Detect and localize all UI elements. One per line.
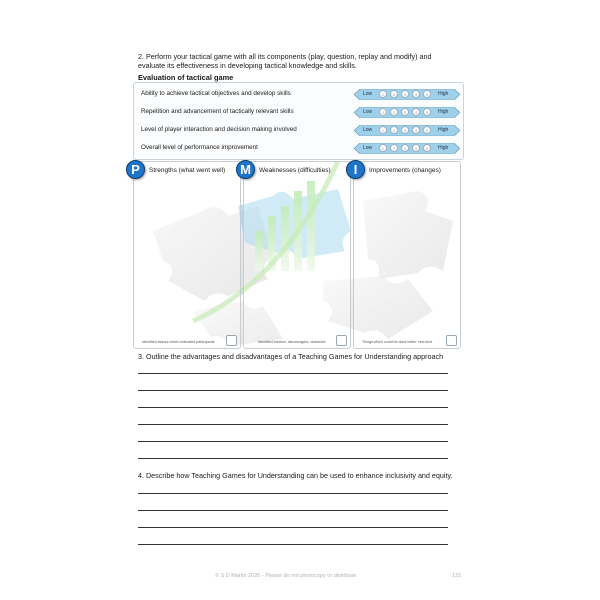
answer-line[interactable]	[138, 424, 448, 425]
pmi-footnote: Things which could be done better next time	[362, 340, 433, 344]
question-2-line-2: evaluate its effectiveness in developing tactical knowledge and skills.	[138, 61, 357, 70]
evaluation-criterion: Ability to achieve tactical objectives and develop skills	[141, 90, 291, 97]
scale-high-label: High	[438, 127, 449, 133]
evaluation-criterion: Overall level of performance improvement	[141, 144, 258, 151]
answer-line[interactable]	[138, 493, 448, 494]
rating-scale[interactable]	[354, 89, 460, 100]
scale-option-5[interactable]: 5	[423, 108, 431, 116]
scale-option-3[interactable]: 3	[401, 144, 409, 152]
pmi-checkbox[interactable]	[446, 335, 457, 346]
scale-option-4[interactable]: 4	[412, 108, 420, 116]
question-2-text	[138, 52, 468, 70]
scale-option-5[interactable]: 5	[423, 144, 431, 152]
pmi-footnote: Identified factors which motivated participants	[142, 340, 215, 344]
scale-option-3[interactable]: 3	[401, 108, 409, 116]
scale-low-label: Low	[363, 145, 373, 151]
question-3-text: 3. Outline the advantages and disadvantages of a Teaching Games for Understanding approach	[138, 352, 444, 361]
answer-line[interactable]	[138, 527, 448, 528]
pmi-checkbox[interactable]	[336, 335, 347, 346]
scale-option-5[interactable]: 5	[423, 126, 431, 134]
answer-line[interactable]	[138, 510, 448, 511]
evaluation-title: Evaluation of tactical game	[138, 73, 234, 82]
scale-option-5[interactable]: 5	[423, 90, 431, 98]
answer-line[interactable]	[138, 390, 448, 391]
pmi-heading: Strengths (what went well)	[149, 167, 226, 174]
page-number: 132	[452, 573, 462, 579]
scale-option-3[interactable]: 3	[401, 90, 409, 98]
scale-option-1[interactable]: 1	[379, 144, 387, 152]
rating-scale[interactable]	[354, 143, 460, 154]
scale-option-2[interactable]: 2	[390, 144, 398, 152]
rating-scale[interactable]	[354, 107, 460, 118]
scale-option-1[interactable]: 1	[379, 126, 387, 134]
pmi-section	[133, 161, 462, 350]
scale-option-2[interactable]: 2	[390, 108, 398, 116]
scale-option-1[interactable]: 1	[379, 108, 387, 116]
scale-option-3[interactable]: 3	[401, 126, 409, 134]
answer-line[interactable]	[138, 458, 448, 459]
scale-high-label: High	[438, 91, 449, 97]
answer-line[interactable]	[138, 373, 448, 374]
evaluation-row	[141, 87, 459, 103]
pmi-column-minus	[240, 161, 351, 349]
evaluation-criterion: Level of player interaction and decision making involved	[141, 126, 297, 133]
pmi-column-plus	[133, 161, 241, 349]
scale-option-2[interactable]: 2	[390, 126, 398, 134]
improvement-badge-icon: I	[346, 160, 365, 179]
scale-option-4[interactable]: 4	[412, 90, 420, 98]
answer-line[interactable]	[138, 407, 448, 408]
scale-high-label: High	[438, 145, 449, 151]
scale-option-4[interactable]: 4	[412, 126, 420, 134]
pmi-heading: Improvements (changes)	[369, 167, 441, 174]
scale-option-2[interactable]: 2	[390, 90, 398, 98]
pmi-column-interesting	[353, 161, 461, 349]
pmi-checkbox[interactable]	[226, 335, 237, 346]
evaluation-table	[133, 82, 464, 160]
answer-line[interactable]	[138, 544, 448, 545]
scale-high-label: High	[438, 109, 449, 115]
pmi-heading: Weaknesses (difficulties)	[259, 167, 331, 174]
evaluation-row	[141, 105, 459, 121]
pmi-footnote: Identified barriers, discouragers, obstacles	[258, 340, 326, 344]
question-2-line-1: 2. Perform your tactical game with all its components (play, question, replay and modify) and	[138, 52, 432, 61]
minus-badge-icon: M	[236, 160, 255, 179]
evaluation-row	[141, 141, 459, 157]
rating-scale[interactable]	[354, 125, 460, 136]
scale-low-label: Low	[363, 91, 373, 97]
copyright-footer: © S D Martin 2026 - Please do not photocopy or distribute	[215, 573, 357, 579]
question-4-text: 4. Describe how Teaching Games for Understanding can be used to enhance inclusivity and equity.	[138, 471, 453, 480]
evaluation-row	[141, 123, 459, 139]
answer-line[interactable]	[138, 441, 448, 442]
scale-low-label: Low	[363, 127, 373, 133]
scale-option-1[interactable]: 1	[379, 90, 387, 98]
evaluation-criterion: Repetition and advancement of tactically relevant skills	[141, 108, 294, 115]
scale-option-4[interactable]: 4	[412, 144, 420, 152]
scale-low-label: Low	[363, 109, 373, 115]
plus-badge-icon: P	[126, 160, 145, 179]
